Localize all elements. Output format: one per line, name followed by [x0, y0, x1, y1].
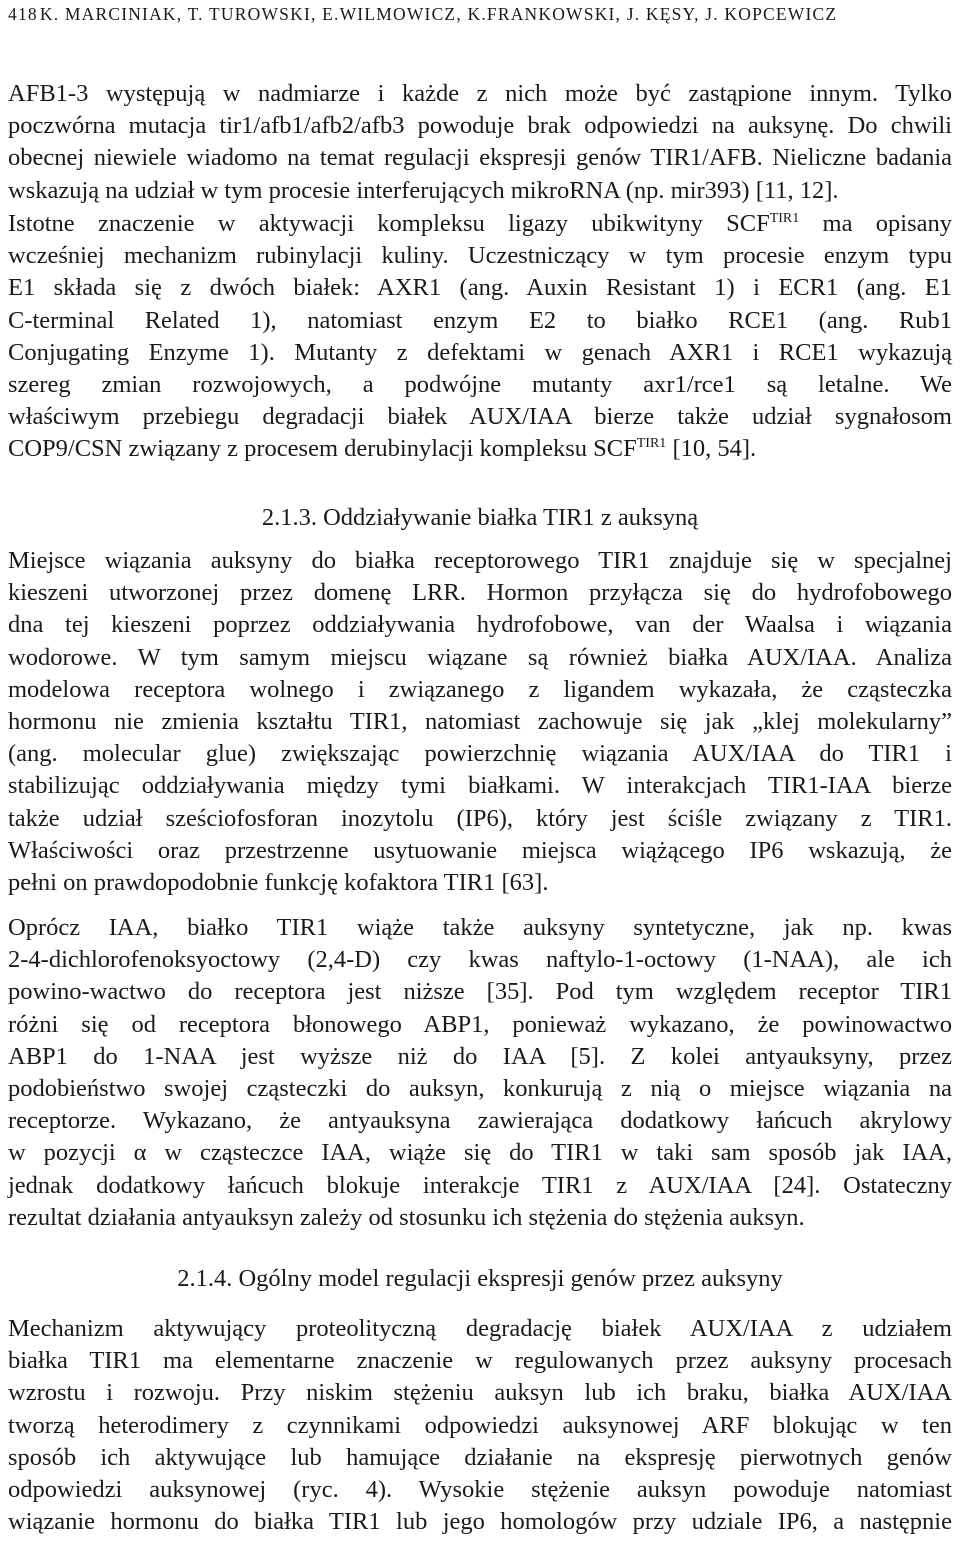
text-line: szereg zmian rozwojowych, a podwójne mutanty axr1/rce1 są letalne. We [8, 371, 952, 399]
author-list: K. MARCINIAK, T. TUROWSKI, E.WILMOWICZ, K.FRANKOWSKI, J. KĘSY, J. KOPCEWICZ [39, 4, 838, 24]
text-line: (ang. molecular glue) zwiększając powierzchnię wiązania AUX/IAA do TIR1 i [8, 740, 952, 768]
text-line: stabilizując oddziaływania między tymi białkami. W interakcjach TIR1-IAA bierze [8, 772, 952, 800]
text-line: Oprócz IAA, białko TIR1 wiąże także auksyny syntetyczne, jak np. kwas [8, 914, 952, 941]
text-fragment: Istotne znaczenie w aktywacji kompleksu ligazy ubikwityny SCF [8, 210, 770, 237]
text-line: C-terminal Related 1), natomiast enzym E2 to białko RCE1 (ang. Rub1 [8, 306, 952, 334]
text-line: rezultat działania antyauksyn zależy od stosunku ich stężenia do stężenia auksyn. [8, 1203, 805, 1231]
paragraph-block-2 [8, 208, 952, 466]
text-line [8, 433, 952, 465]
paragraph-block-3 [8, 545, 952, 899]
text-line: Conjugating Enzyme 1). Mutanty z defektami w genach AXR1 i RCE1 wykazują [8, 338, 952, 366]
superscript: TIR1 [636, 436, 667, 452]
paragraph-block-5 [8, 1313, 952, 1538]
text-line: wodorowe. W tym samym miejscu wiązane są również białka AUX/IAA. Analiza [8, 643, 952, 671]
text-line: obecnej niewiele wiadomo na temat regulacji ekspresji genów TIR1/AFB. Nieliczne badania [8, 144, 952, 172]
text-line: AFB1-3 występują w nadmiarze i każde z nich może być zastąpione innym. Tylko [8, 80, 952, 107]
text-line: odpowiedzi auksynowej (ryc. 4). Wysokie stężenie auksyn powoduje natomiast [8, 1476, 952, 1504]
text-line: podobieństwo swojej cząsteczki do auksyn, konkurują z nią o miejsce wiązania na [8, 1075, 952, 1103]
text-line: receptorze. Wykazano, że antyauksyna zawierająca dodatkowy łańcuch akrylowy [8, 1107, 952, 1135]
text-line: pełni on prawdopodobnie funkcję kofaktora TIR1 [63]. [8, 869, 549, 897]
text-line: kieszeni utworzonej przez domenę LRR. Hormon przyłącza się do hydrofobowego [8, 579, 952, 607]
text-line: Miejsce wiązania auksyny do białka receptorowego TIR1 znajduje się w specjalnej [8, 547, 952, 574]
text-line: wiązanie hormonu do białka TIR1 lub jego homologów przy udziale IP6, a następnie [8, 1508, 952, 1536]
paragraph-block-1 [8, 78, 952, 207]
text-line: w pozycji α w cząsteczce IAA, wiąże się do TIR1 w taki sam sposób jak IAA, [8, 1139, 952, 1167]
text-line: Mechanizm aktywujący proteolityczną degradację białek AUX/IAA z udziałem [8, 1315, 952, 1342]
text-line: Właściwości oraz przestrzenne usytuowanie miejsca wiążącego IP6 wskazują, że [8, 836, 952, 864]
text-line: właściwym przebiegu degradacji białek AUX/IAA bierze także udział sygnałosom [8, 403, 952, 431]
page-number: 418 [8, 4, 38, 24]
text-line: wzrostu i rozwoju. Przy niskim stężeniu auksyn lub ich braku, białka AUX/IAA [8, 1379, 952, 1407]
text-fragment: [10, 54]. [666, 435, 757, 463]
text-fragment: ma opisany [799, 210, 952, 237]
text-line: sposób ich aktywujące lub hamujące działanie na ekspresję pierwotnych genów [8, 1443, 952, 1471]
text-line: jednak dodatkowy łańcuch blokuje interakcje TIR1 z AUX/IAA [24]. Ostateczny [8, 1171, 952, 1199]
running-header [8, 4, 837, 25]
section-heading-2-1-3: 2.1.3. Oddziaływanie białka TIR1 z auksyną [261, 504, 699, 531]
text-line: tworzą heterodimery z czynnikami odpowiedzi auksynowej ARF blokując w ten [8, 1411, 952, 1439]
text-line: ABP1 do 1-NAA jest wyższe niż do IAA [5]. Z kolei antyauksyny, przez [8, 1042, 952, 1070]
text-line: także udział sześciofosforan inozytolu (IP6), który jest ściśle związany z TIR1. [8, 804, 952, 832]
text-line: powino-wactwo do receptora jest niższe [35]. Pod tym względem receptor TIR1 [8, 978, 952, 1006]
text-line: hormonu nie zmienia kształtu TIR1, natomiast zachowuje się jak „klej molekularny” [8, 708, 952, 736]
superscript: TIR1 [769, 210, 800, 226]
text-line: różni się od receptora błonowego ABP1, ponieważ wykazano, że powinowactwo [8, 1010, 952, 1038]
text-line: 2-4-dichlorofenoksyoctowy (2,4-D) czy kwas naftylo-1-octowy (1-NAA), ale ich [8, 946, 952, 974]
section-heading-2-1-4: 2.1.4. Ogólny model regulacji ekspresji genów przez auksyny [177, 1265, 783, 1292]
text-line: białka TIR1 ma elementarne znaczenie w regulowanych przez auksyny procesach [8, 1347, 952, 1375]
text-line: wcześniej mechanizm rubinylacji kuliny. Uczestniczący w tym procesie enzym typu [8, 242, 952, 270]
text-line: dna tej kieszeni poprzez oddziaływania hydrofobowe, van der Waalsa i wiązania [8, 611, 952, 639]
text-line: poczwórna mutacja tir1/afb1/afb2/afb3 powoduje brak odpowiedzi na auksynę. Do chwili [8, 112, 952, 140]
text-line: modelowa receptora wolnego i związanego z ligandem wykazała, że cząsteczka [8, 675, 952, 703]
paragraph-block-4 [8, 912, 952, 1234]
text-fragment: COP9/CSN związany z procesem derubinylacji kompleksu SCF [8, 435, 637, 463]
text-line: E1 składa się z dwóch białek: AXR1 (ang. Auxin Resistant 1) i ECR1 (ang. E1 [8, 274, 952, 302]
text-line: wskazują na udział w tym procesie interferujących mikroRNA (np. mir393) [11, 12]. [8, 176, 839, 204]
text-line [8, 208, 952, 240]
